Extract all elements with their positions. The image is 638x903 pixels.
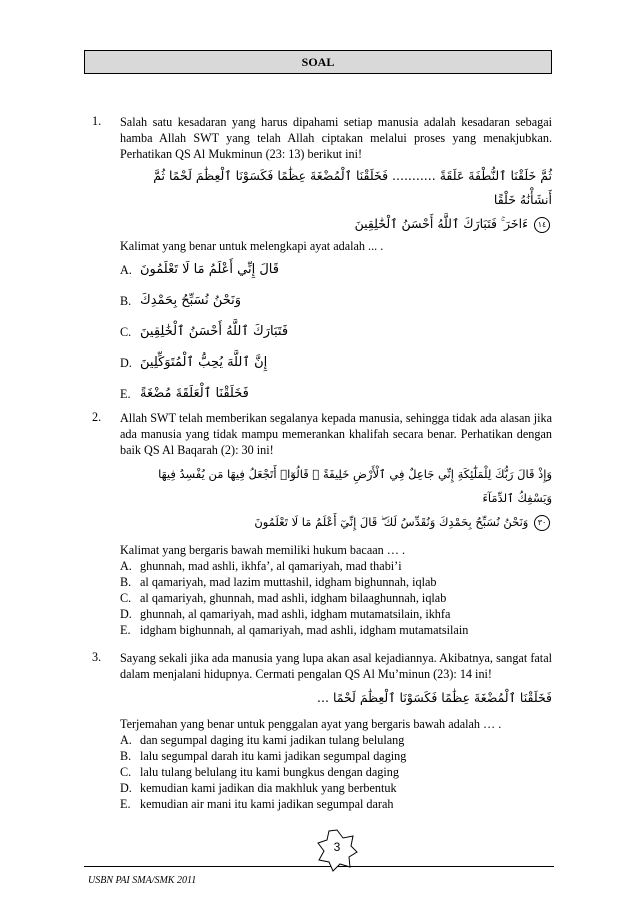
section-header xyxy=(84,50,552,74)
ayah-number-marker: ٣٠ xyxy=(534,515,550,531)
option-e[interactable]: E. kemudian air mani itu kami jadikan segumpal darah xyxy=(120,797,394,811)
option-d[interactable]: D. ghunnah, al qamariyah, mad ashli, idgham mutamatsilain, ikhfa xyxy=(120,607,451,621)
question-number: 3. xyxy=(92,650,102,664)
footer-label: USBN PAI SMA/SMK 2011 xyxy=(88,875,197,886)
arabic-verse-line-1: ثُمَّ خَلَقْنَا ٱلنُّطْفَةَ عَلَقَةً ........... فَخَلَقْنَا ٱلْمُضْغَةَ عِظَٰمًا فَكَسَوْنَا ٱلْعِظَٰمَ لَحْمًا ثُمَّ أَنشَأْنَٰهُ خَلْقًا xyxy=(153,168,552,207)
option-e-arabic: فَخَلَقْنَا ٱلْعَلَقَةَ مُضْغَةً xyxy=(140,385,249,401)
arabic-verse-line-2: ٣٠ وَنَحْنُ نُسَبِّحُ بِحَمْدِكَ وَنُقَدِّسُ لَكَ ۖ قَالَ إِنِّيٓ أَعْلَمُ مَا لَا تَعْلَمُونَ xyxy=(120,510,552,534)
page-number: 3 xyxy=(333,840,341,854)
question-text: Salah satu kesadaran yang harus dipahami setiap manusia adalah kesadaran sebagai hamba Allah SWT yang telah Allah ciptakan melalui proses yang menakjubkan. Perhatikan QS Al Mukminun (23: 13) berikut ini! xyxy=(120,115,552,161)
question-text: Sayang sekali jika ada manusia yang lupa akan asal kejadiannya. Akibatnya, sangat fatal dalam menjalani hidupnya. Cermati pengalan QS Al Mu’minun (23): 14 ini! xyxy=(120,651,552,681)
option-e[interactable]: E. idgham bighunnah, al qamariyah, mad ashli, idgham mutamatsilain xyxy=(120,623,469,637)
option-c[interactable]: C. فَتَبَارَكَ ٱللَّهُ أَحْسَنُ ٱلْخَٰلِقِينَ xyxy=(120,323,289,339)
option-a[interactable]: A. dan segumpal daging itu kami jadikan tulang belulang xyxy=(120,733,405,747)
option-c[interactable]: C. al qamariyah, ghunnah, mad ashli, idgham bilaaghunnah, iqlab xyxy=(120,591,447,605)
question-1 xyxy=(92,114,552,409)
arabic-verse-line-1: وَإِذْ قَالَ رَبُّكَ لِلْمَلَٰٓئِكَةِ إِنِّي جَاعِلٌ فِي ٱلْأَرْضِ خَلِيفَةً ۖ قَالُوٓا۟ أَتَجْعَلُ فِيهَا مَن يُفْسِدُ فِيهَا وَيَسْفِكُ ٱلدِّمَآءَ xyxy=(158,467,552,505)
question-2 xyxy=(92,410,552,638)
option-a-arabic: قَالَ إِنِّي أَعْلَمُ مَا لَا تَعْلَمُونَ xyxy=(140,261,279,277)
option-a[interactable]: A. ghunnah, mad ashli, ikhfa’, al qamariyah, mad thabi’i xyxy=(120,559,402,573)
question-text: Allah SWT telah memberikan segalanya kepada manusia, sehingga tidak ada alasan jika ada manusia yang tidak mampu memerankan khalifah secara benar. Perhatikan dengan baik QS Al Baqarah (2): 30 ini! xyxy=(120,411,552,457)
question-number: 2. xyxy=(92,410,102,424)
option-b[interactable]: B. وَنَحْنُ نُسَبِّحُ بِحَمْدِكَ xyxy=(120,292,242,308)
option-c[interactable]: C. lalu tulang belulang itu kami bungkus dengan daging xyxy=(120,765,399,779)
option-b-arabic: وَنَحْنُ نُسَبِّحُ بِحَمْدِكَ xyxy=(140,292,242,308)
section-title: SOAL xyxy=(301,55,335,69)
question-3 xyxy=(92,650,552,812)
option-a[interactable]: A. قَالَ إِنِّي أَعْلَمُ مَا لَا تَعْلَمُونَ xyxy=(120,261,279,277)
question-stem: Kalimat yang benar untuk melengkapi ayat adalah ... . xyxy=(120,239,384,253)
arabic-verse-line-2: ١٤ ءَاخَرَ ۚ فَتَبَارَكَ ٱللَّهُ أَحْسَنُ ٱلْخَٰلِقِينَ xyxy=(120,212,552,236)
ayah-number-marker: ١٤ xyxy=(534,217,550,233)
option-d[interactable]: D. إِنَّ ٱللَّهَ يُحِبُّ ٱلْمُتَوَكِّلِينَ xyxy=(120,354,268,370)
option-d[interactable]: D. kemudian kami jadikan dia makhluk yang berbentuk xyxy=(120,781,397,795)
arabic-verse: فَخَلَقْنَا ٱلْمُضْغَةَ عِظَٰمًا فَكَسَوْنَا ٱلْعِظَٰمَ لَحْمًا ... xyxy=(317,690,552,705)
option-d-arabic: إِنَّ ٱللَّهَ يُحِبُّ ٱلْمُتَوَكِّلِينَ xyxy=(140,354,268,370)
option-b[interactable]: B. al qamariyah, mad lazim muttashil, idgham bighunnah, iqlab xyxy=(120,575,437,589)
option-c-arabic: فَتَبَارَكَ ٱللَّهُ أَحْسَنُ ٱلْخَٰلِقِينَ xyxy=(140,323,289,339)
question-stem: Terjemahan yang benar untuk penggalan ayat yang bergaris bawah adalah … . xyxy=(120,717,502,731)
question-number: 1. xyxy=(92,114,102,128)
question-stem: Kalimat yang bergaris bawah memiliki hukum bacaan … . xyxy=(120,543,406,557)
option-b[interactable]: B. lalu segumpal darah itu kami jadikan segumpal daging xyxy=(120,749,407,763)
option-e[interactable]: E. فَخَلَقْنَا ٱلْعَلَقَةَ مُضْغَةً xyxy=(120,385,249,401)
